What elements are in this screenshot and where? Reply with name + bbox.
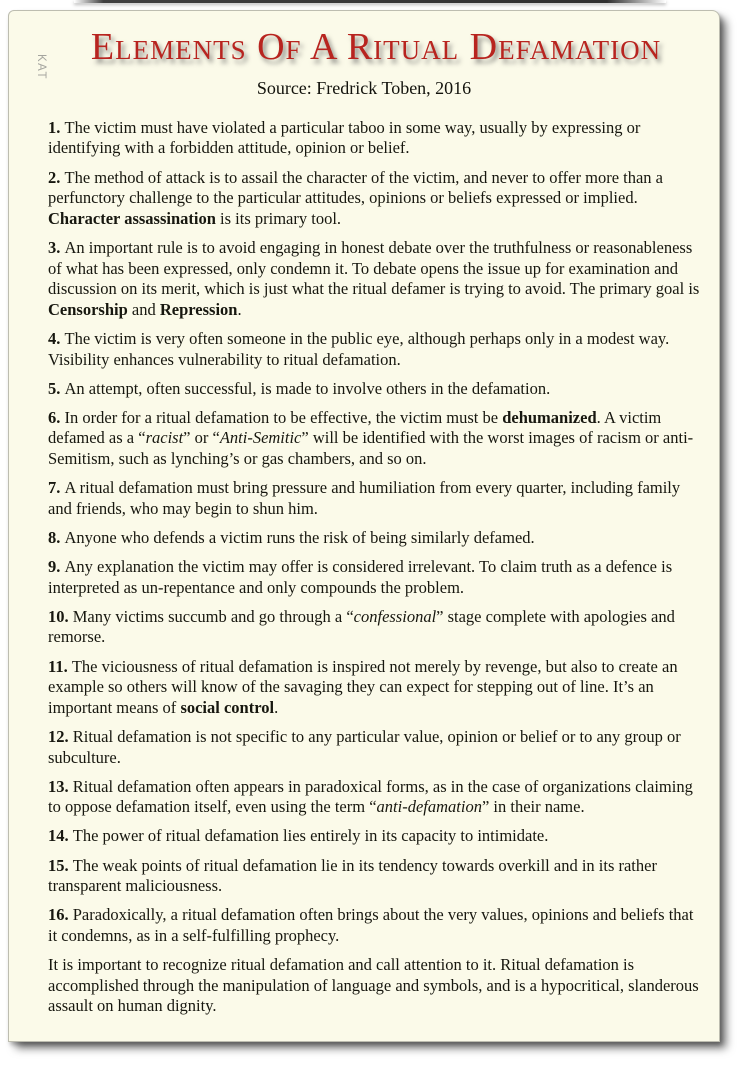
list-item <box>48 826 702 847</box>
text-segment: . <box>237 299 242 319</box>
source-line: Source: Fredrick Toben, 2016 <box>256 77 472 98</box>
text-segment: ” in their name. <box>481 797 585 817</box>
item-number: 7. <box>48 478 65 498</box>
text-segment: Ritual defamation often appears in paradoxical forms, as in the case of organizations claiming to oppose defamation itself, even using the term “ <box>48 776 693 817</box>
top-edge-shadow <box>74 0 666 3</box>
list-item <box>48 329 702 370</box>
emphasis-italic: Anti-Semitic <box>219 428 302 448</box>
emphasis-bold: social control <box>180 697 275 717</box>
text-segment: . <box>274 697 279 717</box>
list-item <box>48 118 702 159</box>
item-number: 8. <box>48 527 65 547</box>
item-number: 13. <box>48 776 73 796</box>
item-number: 5. <box>48 378 65 398</box>
item-number: 2. <box>48 167 65 187</box>
emphasis-italic: anti-defamation <box>376 797 482 817</box>
list-item <box>48 905 702 946</box>
item-number: 3. <box>48 237 65 257</box>
items-list <box>48 118 702 1017</box>
text-segment: . A victim defamed as a “ <box>48 407 662 448</box>
list-item <box>48 168 702 230</box>
item-number: 10. <box>48 606 73 626</box>
text-segment: A ritual defamation must bring pressure and humiliation from every quarter, including family and friends, who may begin to shun him. <box>48 478 681 518</box>
emphasis-bold: dehumanized <box>502 407 597 427</box>
text-segment: The victim is very often someone in the public eye, although perhaps only in a modest way. Visibility enhances vulnerability to ritual defamation. <box>48 328 670 369</box>
text-segment: It is important to recognize ritual defamation and call attention to it. Ritual defamation is accomplished through the manipulation of language and symbols, and is a hypocritical, slanderous assault on human dignity. <box>48 955 699 1016</box>
emphasis-italic: confessional <box>353 606 437 626</box>
item-number: 16. <box>48 905 73 925</box>
list-item <box>48 528 702 549</box>
text-segment: An important rule is to avoid engaging in honest debate over the truthfulness or reasonableness of what has been expressed, only condemn it. To debate opens the issue up for examination and discussion on its merit, which is just what the ritual defamer is trying to avoid. The primary goal is <box>48 237 700 299</box>
item-number: 6. <box>48 407 65 427</box>
text-segment: and <box>127 299 160 319</box>
text-segment: The method of attack is to assail the character of the victim, and never to offer more than a perfunctory challenge to the particular attitudes, opinions or beliefs expressed or implied. <box>48 167 664 208</box>
list-item <box>48 478 702 519</box>
list-item <box>48 408 702 470</box>
emphasis-bold: Censorship <box>48 299 128 319</box>
text-segment: An attempt, often successful, is made to involve others in the defamation. <box>64 378 551 398</box>
watermark-credit: KAT <box>35 53 47 80</box>
list-item <box>48 727 702 768</box>
list-item <box>48 777 702 818</box>
text-segment: Ritual defamation is not specific to any particular value, opinion or belief or to any group or subculture. <box>48 726 681 767</box>
text-segment: is its primary tool. <box>215 208 342 228</box>
list-item <box>48 379 702 400</box>
item-number: 9. <box>48 557 65 577</box>
text-segment: Paradoxically, a ritual defamation often brings about the very values, opinions and beliefs that it condemns, as in a self-fulfilling prophecy. <box>48 905 694 945</box>
item-number: 14. <box>48 826 73 846</box>
text-segment: Anyone who defends a victim runs the risk of being similarly defamed. <box>64 527 535 547</box>
list-item <box>48 657 702 719</box>
text-segment: Many victims succumb and go through a “ <box>72 606 354 626</box>
text-segment: ” will be identified with the worst images of racism or anti-Semitism, such as lynching’s or gas chambers, and so on. <box>48 428 694 469</box>
item-number: 11. <box>48 656 72 676</box>
text-segment: The victim must have violated a particular taboo in some way, usually by expressing or identifying with a forbidden attitude, opinion or belief. <box>48 117 641 158</box>
text-segment: ” stage complete with apologies and remorse. <box>48 606 675 647</box>
document-card <box>8 10 720 1042</box>
list-item <box>48 238 702 321</box>
list-item <box>48 856 702 897</box>
list-item <box>48 557 702 598</box>
page-title: Elements Of A Ritual Defamation <box>90 26 662 68</box>
text-segment: The power of ritual defamation lies entirely in its capacity to intimidate. <box>72 826 549 846</box>
emphasis-bold: Repression <box>159 299 238 319</box>
item-number: 15. <box>48 855 73 875</box>
emphasis-bold: Character assassination <box>48 208 216 228</box>
list-item <box>48 607 702 648</box>
text-segment: The weak points of ritual defamation lie in its tendency towards overkill and in its rather transparent maliciousness. <box>48 855 657 896</box>
text-segment: In order for a ritual defamation to be effective, the victim must be <box>64 407 503 427</box>
list-item <box>48 955 702 1017</box>
item-number: 12. <box>48 726 73 746</box>
text-segment: Any explanation the victim may offer is considered irrelevant. To claim truth as a defence is interpreted as un-repentance and only compounds the problem. <box>48 557 673 597</box>
item-number: 1. <box>48 117 65 137</box>
emphasis-italic: racist <box>145 428 184 448</box>
text-segment: The viciousness of ritual defamation is inspired not merely by revenge, but also to create an example so others will know of the savaging they can expect for stepping out of line. It’s an important means of <box>48 656 678 717</box>
text-segment: ” or “ <box>183 428 220 448</box>
item-number: 4. <box>48 328 65 348</box>
